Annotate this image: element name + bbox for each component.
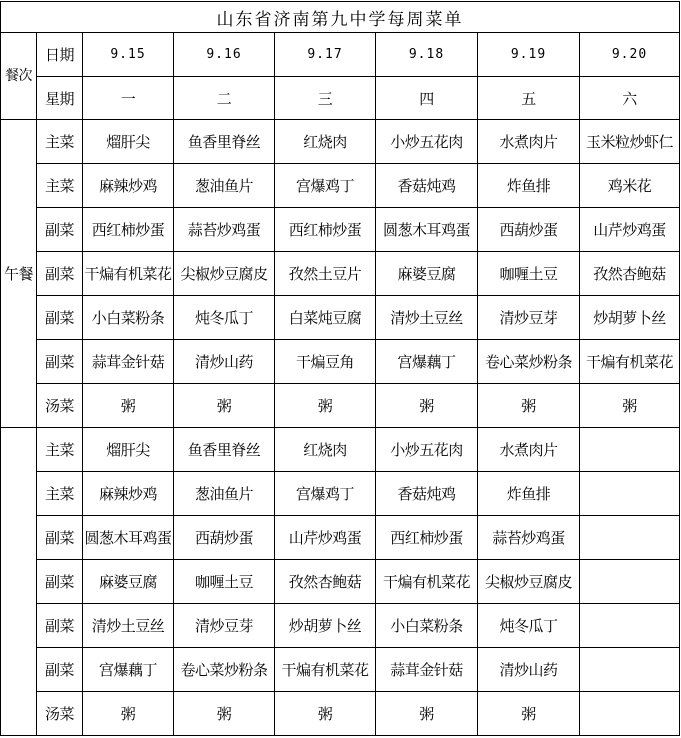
dish-cell: 圆葱木耳鸡蛋: [376, 208, 478, 252]
lunch-row: [1, 120, 680, 164]
dish-cell: [580, 560, 680, 604]
dish-cell: 熘肝尖: [83, 120, 174, 164]
dish-type: 副菜: [37, 648, 83, 692]
dish-type: 副菜: [37, 340, 83, 384]
weekday-row: [1, 77, 680, 120]
dinner-row: [1, 560, 680, 604]
weekday-cell: 一: [83, 77, 174, 120]
dish-cell: 炒胡萝卜丝: [580, 296, 680, 340]
dish-cell: 蒜苔炒鸡蛋: [174, 208, 275, 252]
weekday-cell: 三: [275, 77, 376, 120]
dish-cell: 麻辣炒鸡: [83, 164, 174, 208]
dish-cell: 粥: [376, 692, 478, 736]
dish-cell: 小炒五花肉: [376, 428, 478, 472]
dish-cell: 蒜茸金针菇: [83, 340, 174, 384]
dish-cell: 香菇炖鸡: [376, 472, 478, 516]
dish-cell: 鸡米花: [580, 164, 680, 208]
dinner-row: [1, 516, 680, 560]
lunch-row: [1, 384, 680, 428]
dish-cell: 清炒山药: [174, 340, 275, 384]
lunch-label: 午餐: [1, 120, 37, 428]
dish-cell: 西红柿炒蛋: [376, 516, 478, 560]
dish-cell: 干煸豆角: [275, 340, 376, 384]
dish-cell: 宫爆藕丁: [83, 648, 174, 692]
dish-cell: 蒜苔炒鸡蛋: [478, 516, 580, 560]
dish-cell: 干煸有机菜花: [376, 560, 478, 604]
lunch-row: [1, 252, 680, 296]
dish-cell: [580, 428, 680, 472]
dish-cell: 卷心菜炒粉条: [478, 340, 580, 384]
dish-cell: 清炒豆芽: [174, 604, 275, 648]
dish-cell: 粥: [478, 692, 580, 736]
dish-cell: 咖喱土豆: [478, 252, 580, 296]
dish-cell: 粥: [275, 384, 376, 428]
dish-cell: 麻婆豆腐: [83, 560, 174, 604]
dinner-row: [1, 472, 680, 516]
dinner-row: [1, 428, 680, 472]
dish-type: 副菜: [37, 604, 83, 648]
dish-cell: 炸鱼排: [478, 472, 580, 516]
dish-cell: 孜然土豆片: [275, 252, 376, 296]
dish-cell: 宫爆鸡丁: [275, 164, 376, 208]
dish-type: 主菜: [37, 164, 83, 208]
dish-cell: 粥: [174, 692, 275, 736]
dish-cell: 麻婆豆腐: [376, 252, 478, 296]
dish-cell: 清炒土豆丝: [83, 604, 174, 648]
dish-cell: 白菜炖豆腐: [275, 296, 376, 340]
dish-cell: 西葫炒蛋: [174, 516, 275, 560]
dinner-label: [1, 428, 37, 736]
menu-title: 山东省济南第九中学每周菜单: [1, 2, 680, 33]
dish-cell: 咖喱土豆: [174, 560, 275, 604]
dish-cell: 卷心菜炒粉条: [174, 648, 275, 692]
dish-type: 主菜: [37, 120, 83, 164]
date-cell: 9.15: [83, 33, 174, 77]
dish-cell: 小白菜粉条: [83, 296, 174, 340]
dish-cell: 炖冬瓜丁: [478, 604, 580, 648]
dish-cell: 水煮肉片: [478, 428, 580, 472]
weekly-menu-table: [0, 1, 680, 736]
dish-cell: 小炒五花肉: [376, 120, 478, 164]
dish-type: 主菜: [37, 428, 83, 472]
dish-cell: 清炒山药: [478, 648, 580, 692]
date-cell: 9.16: [174, 33, 275, 77]
dish-cell: [580, 472, 680, 516]
weekday-cell: 六: [580, 77, 680, 120]
dish-cell: 西红柿炒蛋: [275, 208, 376, 252]
dish-cell: 水煮肉片: [478, 120, 580, 164]
dish-cell: 葱油鱼片: [174, 164, 275, 208]
dish-cell: 孜然杏鲍菇: [580, 252, 680, 296]
weekday-cell: 五: [478, 77, 580, 120]
date-cell: 9.19: [478, 33, 580, 77]
lunch-row: [1, 164, 680, 208]
dish-cell: [580, 648, 680, 692]
dish-cell: 红烧肉: [275, 120, 376, 164]
dish-cell: 鱼香里脊丝: [174, 428, 275, 472]
dish-cell: [580, 516, 680, 560]
dish-cell: 粥: [376, 384, 478, 428]
dish-cell: 玉米粒炒虾仁: [580, 120, 680, 164]
dish-cell: 炒胡萝卜丝: [275, 604, 376, 648]
dish-cell: 孜然杏鲍菇: [275, 560, 376, 604]
dish-cell: 清炒豆芽: [478, 296, 580, 340]
dish-cell: 宫爆藕丁: [376, 340, 478, 384]
weekday-label: 星期: [37, 77, 83, 120]
dish-cell: 清炒土豆丝: [376, 296, 478, 340]
dish-cell: 西葫炒蛋: [478, 208, 580, 252]
dish-cell: 小白菜粉条: [376, 604, 478, 648]
date-cell: 9.17: [275, 33, 376, 77]
dish-cell: 宫爆鸡丁: [275, 472, 376, 516]
dish-type: 副菜: [37, 516, 83, 560]
dish-cell: 蒜茸金针菇: [376, 648, 478, 692]
dish-type: 主菜: [37, 472, 83, 516]
dish-cell: 干煸有机菜花: [275, 648, 376, 692]
date-cell: 9.20: [580, 33, 680, 77]
dish-cell: 鱼香里脊丝: [174, 120, 275, 164]
dish-cell: 尖椒炒豆腐皮: [174, 252, 275, 296]
dish-cell: 粥: [478, 384, 580, 428]
dish-cell: 干煸有机菜花: [83, 252, 174, 296]
meal-column-header: 餐次: [1, 33, 37, 120]
dish-cell: 麻辣炒鸡: [83, 472, 174, 516]
date-cell: 9.18: [376, 33, 478, 77]
dish-type: 汤菜: [37, 692, 83, 736]
dish-cell: 粥: [580, 384, 680, 428]
lunch-row: [1, 340, 680, 384]
lunch-row: [1, 296, 680, 340]
dinner-row: [1, 604, 680, 648]
dish-type: 副菜: [37, 560, 83, 604]
dish-cell: [580, 692, 680, 736]
title-row: [1, 2, 680, 33]
dish-cell: 粥: [83, 692, 174, 736]
dish-type: 副菜: [37, 208, 83, 252]
dish-cell: 粥: [275, 692, 376, 736]
dish-cell: 山芹炒鸡蛋: [580, 208, 680, 252]
dinner-row: [1, 692, 680, 736]
dish-cell: 红烧肉: [275, 428, 376, 472]
dish-cell: 香菇炖鸡: [376, 164, 478, 208]
dish-cell: 葱油鱼片: [174, 472, 275, 516]
dish-cell: 粥: [83, 384, 174, 428]
date-row: [1, 33, 680, 77]
dish-cell: 粥: [174, 384, 275, 428]
date-label: 日期: [37, 33, 83, 77]
dish-type: 副菜: [37, 296, 83, 340]
dish-cell: 炖冬瓜丁: [174, 296, 275, 340]
dish-type: 汤菜: [37, 384, 83, 428]
dish-cell: 炸鱼排: [478, 164, 580, 208]
dinner-row: [1, 648, 680, 692]
dish-cell: 山芹炒鸡蛋: [275, 516, 376, 560]
lunch-row: [1, 208, 680, 252]
weekday-cell: 四: [376, 77, 478, 120]
dish-cell: 尖椒炒豆腐皮: [478, 560, 580, 604]
dish-cell: 圆葱木耳鸡蛋: [83, 516, 174, 560]
dish-cell: [580, 604, 680, 648]
dish-cell: 西红柿炒蛋: [83, 208, 174, 252]
dish-cell: 熘肝尖: [83, 428, 174, 472]
dish-cell: 干煸有机菜花: [580, 340, 680, 384]
dish-type: 副菜: [37, 252, 83, 296]
weekday-cell: 二: [174, 77, 275, 120]
